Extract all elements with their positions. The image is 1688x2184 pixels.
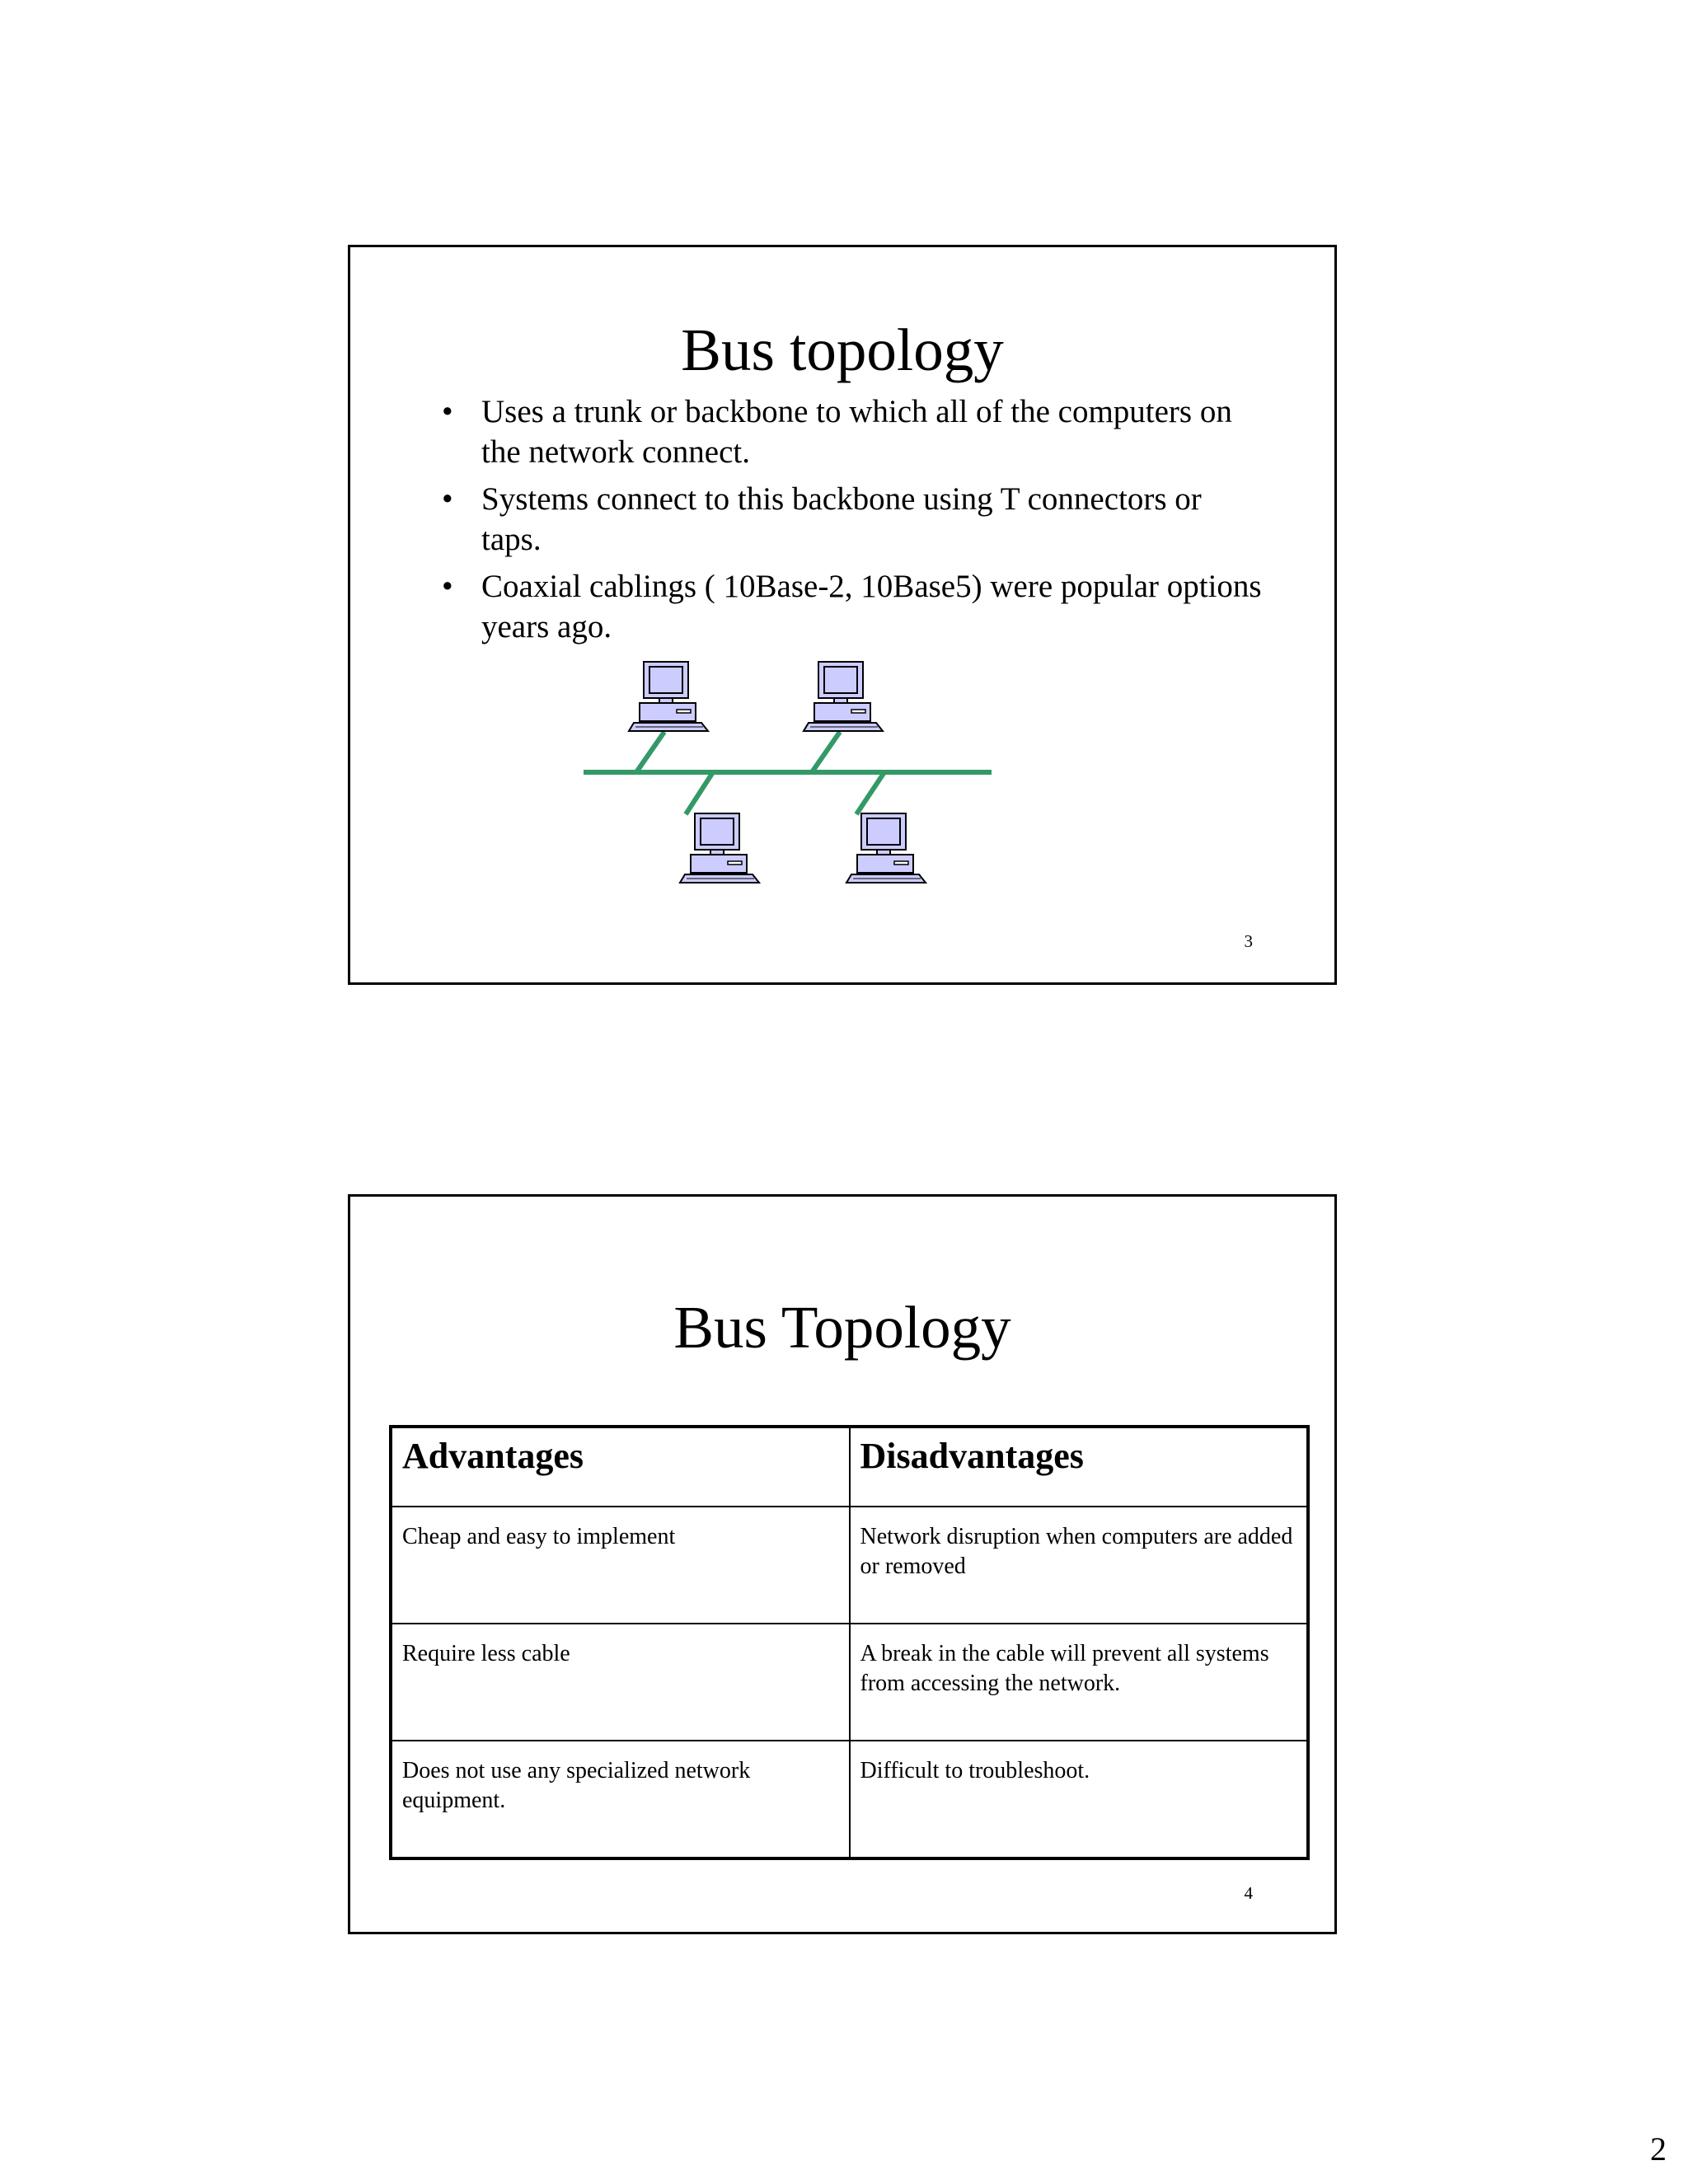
bullet-text: Coaxial cablings ( 10Base-2, 10Base5) were popular options years ago. xyxy=(481,569,1262,644)
computer-icon xyxy=(680,813,759,883)
table-row xyxy=(391,1624,1308,1741)
table-cell: Does not use any specialized network equipment. xyxy=(391,1741,850,1858)
slide-title: Bus topology xyxy=(681,316,1004,383)
table-header-row xyxy=(391,1427,1308,1507)
slide-bus-topology-overview xyxy=(348,245,1337,985)
bullet-marker: • xyxy=(442,569,453,604)
column-header-disadvantages: Disadvantages xyxy=(850,1427,1309,1507)
table-cell: A break in the cable will prevent all systems from accessing the network. xyxy=(850,1624,1309,1741)
slide-title: Bus Topology xyxy=(673,1294,1011,1361)
drop-cable xyxy=(636,732,664,772)
computer-icon xyxy=(804,662,883,731)
column-header-advantages: Advantages xyxy=(391,1427,850,1507)
bus-topology-diagram xyxy=(350,247,1334,982)
slide-page-number: 3 xyxy=(1244,931,1253,951)
computer-icon xyxy=(846,813,926,883)
table-cell: Network disruption when computers are added or removed xyxy=(850,1507,1309,1624)
table-cell: Require less cable xyxy=(391,1624,850,1741)
drop-cable xyxy=(812,732,840,772)
computer-icon xyxy=(629,662,708,731)
bullet-text: Systems connect to this backbone using T connectors or taps. xyxy=(481,481,1202,557)
table-row xyxy=(391,1741,1308,1858)
bullet-marker: • xyxy=(442,394,453,429)
table-cell: Difficult to troubleshoot. xyxy=(850,1741,1309,1858)
table-cell: Cheap and easy to implement xyxy=(391,1507,850,1624)
slide-bus-topology-comparison xyxy=(348,1194,1337,1934)
advantages-disadvantages-table xyxy=(389,1425,1310,1860)
table-row xyxy=(391,1507,1308,1624)
drop-cable xyxy=(686,772,713,814)
slide-page-number: 4 xyxy=(1244,1883,1253,1903)
drop-cable xyxy=(856,772,884,814)
sheet-page-number: 2 xyxy=(1650,2130,1667,2168)
bullet-text: Uses a trunk or backbone to which all of the computers on the network connect. xyxy=(481,394,1232,470)
bullet-marker: • xyxy=(442,481,453,517)
